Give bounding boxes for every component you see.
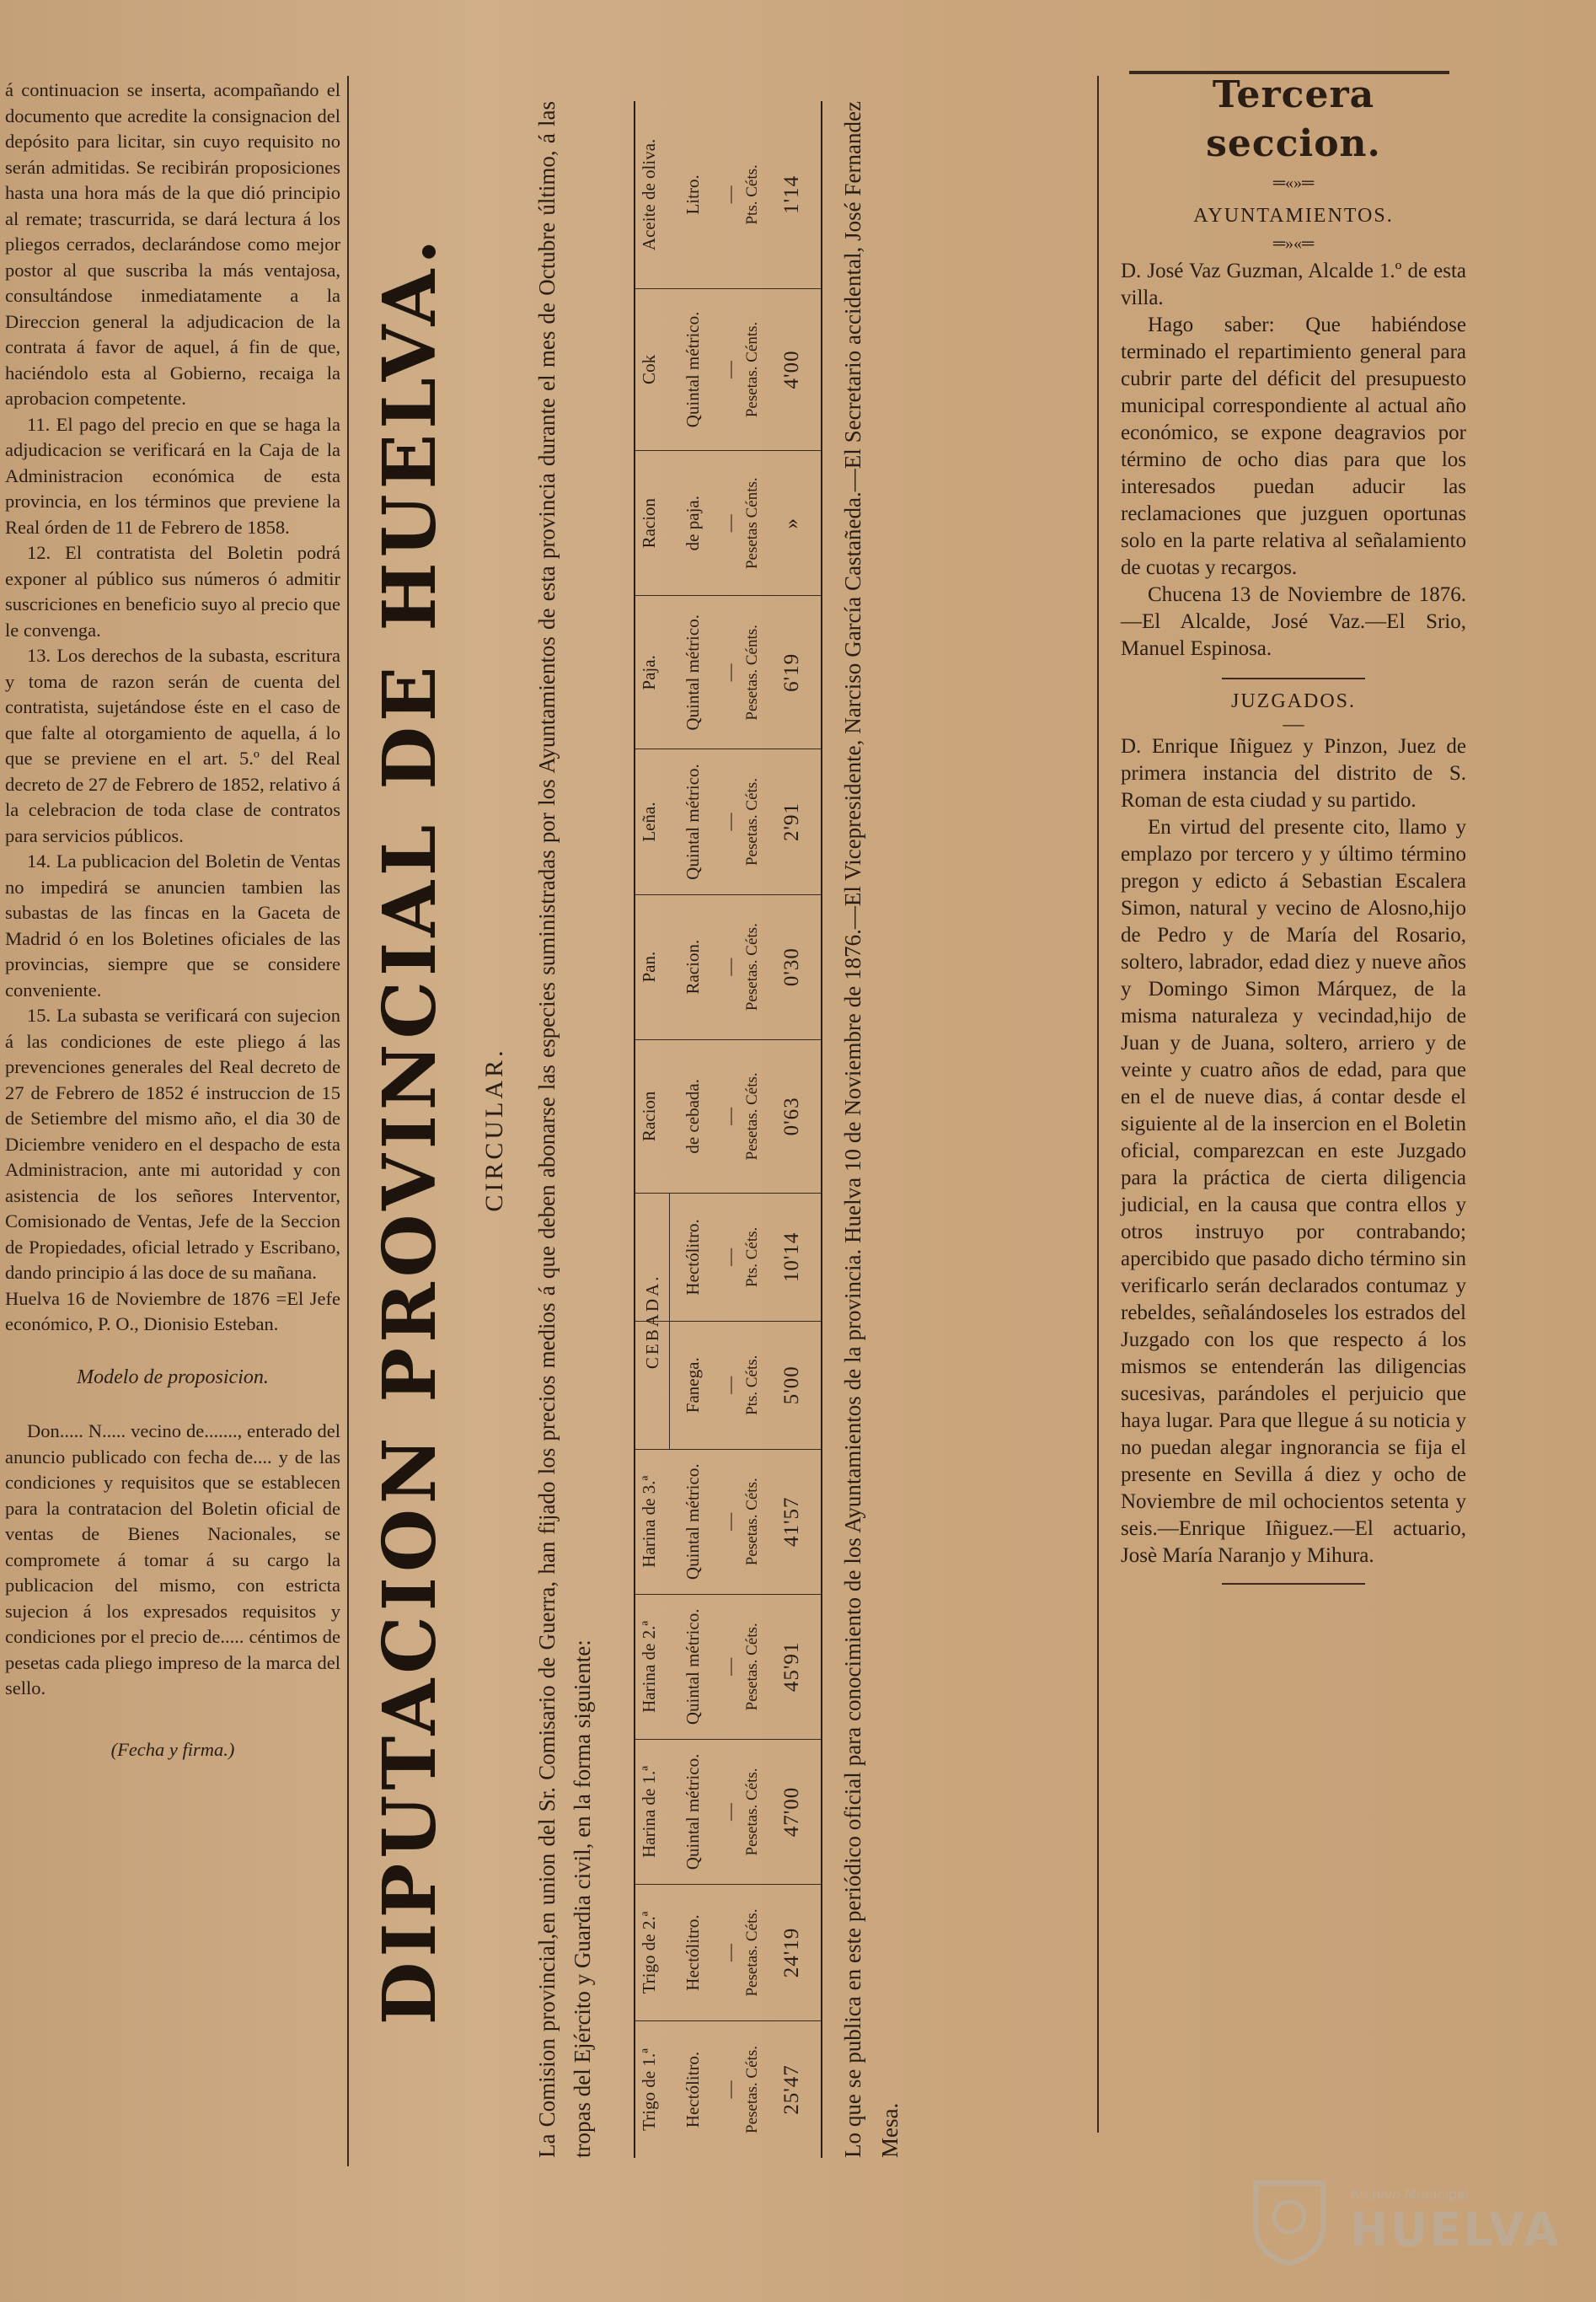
column-header: Leña. bbox=[639, 802, 659, 842]
column-unit: Pesetas. Céts. bbox=[743, 1072, 761, 1161]
column-dash: — bbox=[720, 958, 740, 976]
heading-dash: — bbox=[1283, 713, 1304, 736]
column-dash: — bbox=[720, 1944, 740, 1962]
column-unit-name: Hectólitro. bbox=[683, 1219, 703, 1296]
diputacion-rotated-content bbox=[354, 76, 1087, 2183]
column-unit: Pesetas. Cénts. bbox=[743, 625, 761, 721]
right-column bbox=[1121, 66, 1466, 1598]
price-value: 2'91 bbox=[780, 802, 803, 842]
table-column bbox=[635, 895, 821, 1040]
column-header: Aceite de oliva. bbox=[639, 138, 659, 251]
column-dash: — bbox=[720, 1107, 740, 1125]
column-unit: Pesetas. Céts. bbox=[743, 1908, 761, 1997]
price-value: 25'47 bbox=[780, 2064, 803, 2115]
left-paragraph: 12. El contratista del Boletin podrá exponer al público sus números ó admitir suscriciones en beneficio suyo al precio que le convenga. bbox=[5, 542, 340, 641]
table-column bbox=[635, 749, 821, 894]
column-unit-name: Quintal métrico. bbox=[683, 1463, 703, 1580]
model-text: Don..... N..... vecino de......., enterado del anuncio publicado con fecha de.... y de las condiciones y requisitos que se establecen para la contratacion del Boletin oficial de ventas de Bienes Nacionales, se compromete á tomar á su cargo la publicacion del mismo, con estricta sujecion á los expresados requisitos y condiciones por el precio de..... céntimos de pesetas cada pliego impreso de la marca del sello. bbox=[5, 1420, 340, 1698]
archive-watermark bbox=[1247, 2175, 1561, 2267]
column-unit-name: de cebada. bbox=[683, 1079, 703, 1154]
column-header: Cok bbox=[639, 354, 659, 384]
circular-subtitle: CIRCULAR. bbox=[480, 1047, 508, 1212]
column-dash: — bbox=[720, 1376, 740, 1394]
column-unit-name: Quintal métrico. bbox=[683, 764, 703, 880]
diputacion-section bbox=[354, 76, 1087, 2183]
separator-rule bbox=[1222, 678, 1365, 679]
column-dash: — bbox=[720, 514, 740, 533]
column-header: Paja. bbox=[639, 655, 659, 690]
section-title: Tercera seccion. bbox=[1206, 73, 1381, 165]
ornament: ═«»═ bbox=[1272, 174, 1315, 192]
column-unit: Pesetas. Céts. bbox=[743, 1478, 761, 1566]
coat-of-arms-icon bbox=[1247, 2175, 1331, 2267]
column-header: Trigo de 2.ª bbox=[639, 1911, 659, 1994]
column-dash: — bbox=[720, 1248, 740, 1266]
column-header: Racion bbox=[639, 1091, 659, 1142]
left-paragraph: 13. Los derechos de la subasta, escritura y toma de razon serán de cuenta del contratista, sujetándose éste en el caso de que falte al otorgamiento de aquella, á lo que se previene en el art. 5.º del Real decreto de 27 de Febrero de 1852, relativo á la celebracion de toda clase de contratos para servicios públicos. bbox=[5, 645, 340, 846]
juzgados-heading: JUZGADOS. bbox=[1230, 690, 1356, 712]
column-unit: Pts. Céts. bbox=[743, 164, 761, 225]
column-header: Trigo de 1.ª bbox=[639, 2048, 659, 2131]
ayuntamientos-heading: AYUNTAMIENTOS. bbox=[1193, 205, 1394, 227]
column-unit: Pts. Céts. bbox=[743, 1226, 761, 1288]
column-dash: — bbox=[720, 2080, 740, 2099]
circular-intro: La Comision provincial,en union del Sr. Comisario de Guerra, han fijado los precios medios á que deben abonarse las especies suministradas por los Ayuntamientos de esta provincia durante el mes de Octubre último, á las tropas del Ejército y Guardia civil, en la forma siguiente: bbox=[534, 101, 595, 2158]
price-value: 1'14 bbox=[780, 174, 803, 214]
ayuntamientos-signature: Chucena 13 de Noviembre de 1876.—El Alcalde, José Vaz.—El Srio, Manuel Espinosa. bbox=[1121, 583, 1466, 660]
column-dash: — bbox=[720, 813, 740, 831]
column-unit-name: Quintal métrico. bbox=[683, 1753, 703, 1870]
watermark-small-text: Archivo Municipal bbox=[1350, 2187, 1470, 2203]
column-unit: Pesetas. Céts. bbox=[743, 1623, 761, 1711]
column-unit-name: Fanega. bbox=[683, 1357, 703, 1414]
column-unit-name: Quintal métrico. bbox=[683, 614, 703, 731]
ayuntamientos-opening: D. José Vaz Guzman, Alcalde 1.º de esta villa. bbox=[1121, 260, 1466, 309]
table-column bbox=[635, 1885, 821, 2021]
column-header: Harina de 1.ª bbox=[639, 1765, 659, 1858]
juzgados-body: En virtud del presente cito, llamo y emplazo por tercero y y último término pregon y edicto á Sebastian Escalera Simon, natural y vecino de Alosno,hijo de Pedro y de María del Rosario, soltero, labrador, edad diez y nueve años y Domingo Simon Márquez, de la misma naturaleza y vecindad,hijo de Juan y de Juana, soltero, arriero y de veinte y cuatro años de edad, para que en el de nueve dias, á contar desde el siguiente al de la insercion en el Boletin oficial, comparezcan en este Juzgado para la práctica de cierta diligencia judicial, en la causa que contra ellos y otros instruyo por contrabando; apercibido que pasado dicho término sin verificarlo serán declarados contumaz y rebeldes, señalándoseles los estrados del Juzgado con los que respecto á los mismos se entenderán las diligencias sucesivas, parándoles el perjuicio que haya lugar. Para que llegue á su noticia y no puedan alegar ingnorancia se fija el presente en Sevilla á diez y ocho de Noviembre de mil ochocientos setenta y seis.—Enrique Iñiguez.—El actuario, Josè María Naranjo y Mihura. bbox=[1121, 816, 1466, 1567]
column-header: Racion bbox=[639, 497, 659, 549]
table-column bbox=[635, 1595, 821, 1740]
price-value: 41'57 bbox=[780, 1496, 803, 1547]
model-signature: (Fecha y firma.) bbox=[110, 1738, 235, 1760]
table-column bbox=[635, 101, 821, 289]
column-unit-name: Quintal métrico. bbox=[683, 1608, 703, 1725]
ayuntamientos-body: Hago saber: Que habiéndose terminado el repartimiento general para cubrir parte del déficit del presupuesto municipal correspondiente al actual año económico, se expone deagravios por término de ocho dias para que los interesados puedan aducir las reclamaciones que juzguen oportunas solo en la parte relativa al señalamiento de cuotas y recargos. bbox=[1121, 314, 1466, 579]
column-unit: Pesetas. Céts. bbox=[743, 2046, 761, 2133]
column-unit: Pesetas Cénts. bbox=[743, 477, 761, 570]
price-value: 4'00 bbox=[780, 350, 803, 389]
column-unit: Pesetas. Céts. bbox=[743, 923, 761, 1011]
price-value: » bbox=[780, 517, 803, 529]
column-unit-name: Racion. bbox=[683, 939, 703, 995]
price-value: 6'19 bbox=[780, 652, 803, 692]
column-unit-name: Litro. bbox=[683, 174, 703, 215]
column-divider-right bbox=[1097, 76, 1099, 2133]
price-value: 24'19 bbox=[780, 1927, 803, 1978]
column-dash: — bbox=[720, 360, 740, 378]
column-unit-name: Quintal métrico. bbox=[683, 311, 703, 428]
separator-rule bbox=[1222, 1583, 1365, 1585]
column-dash: — bbox=[720, 1657, 740, 1676]
juzgados-opening: D. Enrique Iñiguez y Pinzon, Juez de primera instancia del distrito de S. Roman de esta ciudad y su partido. bbox=[1121, 735, 1466, 812]
left-paragraph: á continuacion se inserta, acompañando el documento que acredite la consignacion del depósito para licitar, sin cuyo requisito no serán admitidas. Se recibirán proposiciones hasta una hora más de la que dió principio al remate; trascurrida, se dará lectura á los pliegos cerrados, declarándose como mejor postor al que suscriba la más ventajosa, consultándose inmediatamente a la Direccion general la adjudicacion de la contrata á favor de aquel, á fin de que, haciéndolo esta al Gobierno, recaiga la aprobacion competente. bbox=[5, 79, 340, 409]
watermark-big-text: HUELVA bbox=[1350, 2203, 1561, 2256]
table-column bbox=[635, 1450, 821, 1595]
model-title: Modelo de proposicion. bbox=[77, 1366, 269, 1388]
column-header: Pan. bbox=[639, 951, 659, 983]
table-column bbox=[635, 2021, 821, 2158]
table-column bbox=[635, 596, 821, 749]
column-dash: — bbox=[720, 1802, 740, 1821]
column-divider-left bbox=[347, 76, 349, 2166]
circular-closing: Lo que se publica en este periódico oficial para conocimiento de los Ayuntamientos de la provincia. Huelva 10 de Noviembre de 1876.—El Vicepresidente, Narciso García Castañeda.—El Secretario accidental, José Fernandez Mesa. bbox=[840, 101, 902, 2158]
column-unit: Pesetas. Céts. bbox=[743, 778, 761, 867]
left-signature: Huelva 16 de Noviembre de 1876 =El Jefe económico, P. O., Dionisio Esteban. bbox=[5, 1287, 340, 1334]
table-column bbox=[635, 1040, 821, 1194]
price-value: 10'14 bbox=[780, 1231, 803, 1283]
left-paragraph: 11. El pago del precio en que se haga la adjudicacion se verificará en la Caja de la Administracion económica de esta provincia, en los términos que previene la Real órden de 11 de Febrero de 1858. bbox=[5, 413, 340, 538]
table-column bbox=[635, 289, 821, 451]
price-value: 0'30 bbox=[780, 947, 803, 987]
table-column bbox=[635, 451, 821, 596]
price-value: 0'63 bbox=[780, 1097, 803, 1136]
column-header: Harina de 2.ª bbox=[639, 1620, 659, 1713]
table-column bbox=[635, 1740, 821, 1885]
column-unit-name: Hectólitro. bbox=[683, 2051, 703, 2128]
price-value: 45'91 bbox=[780, 1641, 803, 1693]
column-header: Harina de 3.ª bbox=[639, 1475, 659, 1568]
price-value: 5'00 bbox=[780, 1366, 803, 1405]
left-paragraph: 14. La publicacion del Boletin de Ventas no impedirá se anuncien tambien las subastas de las fincas en la Gaceta de Madrid ó en los Boletines oficiales de las provincias, siempre que se considere conveniente. bbox=[5, 851, 340, 1001]
diputacion-title: DIPUTACION PROVINCIAL DE HUELVA. bbox=[367, 233, 453, 2026]
column-unit-name: Hectólitro. bbox=[683, 1914, 703, 1991]
column-dash: — bbox=[720, 1512, 740, 1531]
column-unit: Pesetas. Céts. bbox=[743, 1768, 761, 1856]
left-paragraph: 15. La subasta se verificará con sujecion á las condiciones de este pliego á las prevenciones generales del Real decreto de 27 de Febrero de 1852 é instruccion de 15 de Setiembre del mismo año, el dia 30 de Diciembre venidero en el despacho de esta Administracion, ante mi autoridad y con asistencia de los señores Interventor, Comisionado de Ventas, Jefe de la Seccion de Propiedades, oficial letrado y Escribano, dando principio á las doce de su mañana. bbox=[5, 1005, 340, 1283]
left-column bbox=[5, 78, 340, 1763]
column-unit-name: de paja. bbox=[683, 496, 703, 551]
column-unit: Pesetas. Cénts. bbox=[743, 321, 761, 418]
column-unit: Pts. Céts. bbox=[743, 1355, 761, 1415]
column-dash: — bbox=[720, 663, 740, 682]
price-value: 47'00 bbox=[780, 1786, 803, 1838]
prices-table bbox=[634, 101, 822, 2158]
ornament: ═»«═ bbox=[1272, 234, 1315, 253]
column-dash: — bbox=[720, 185, 740, 204]
cebada-header: CEBADA. bbox=[635, 1194, 670, 1450]
